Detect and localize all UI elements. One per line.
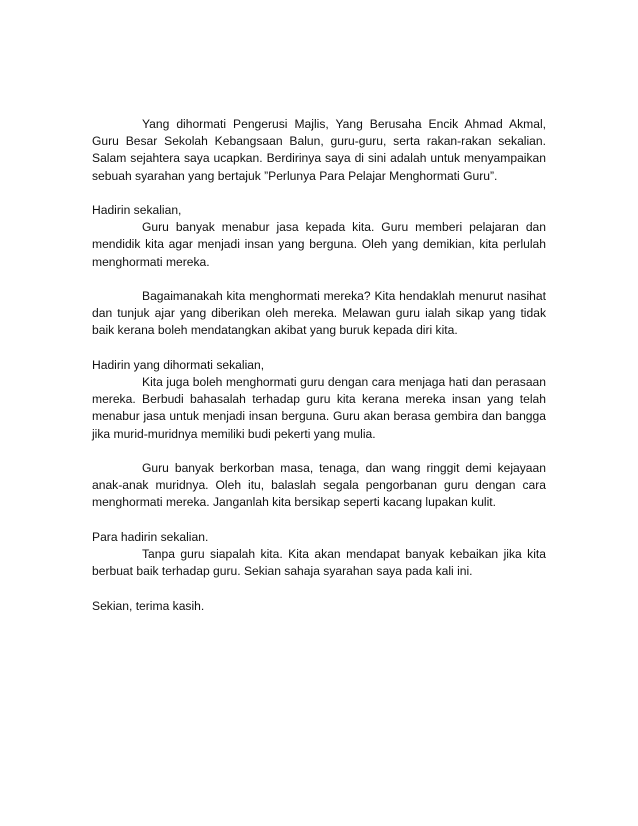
closing-line: Sekian, terima kasih. — [92, 598, 205, 613]
paragraph-6: Tanpa guru siapalah kita. Kita akan mendapat banyak kebaikan jika kita berbuat baik terhadap guru. Sekian sahaja syarahan saya pada kali ini. — [92, 547, 546, 579]
paragraph-3: Bagaimanakah kita menghormati mereka? Kita hendaklah menurut nasihat dan tunjuk ajar yang diberikan oleh mereka. Melawan guru ialah sikap yang tidak baik kerana boleh mendatangkan akibat yang buruk kepada diri kita. — [92, 289, 546, 338]
paragraph-2: Guru banyak menabur jasa kepada kita. Guru memberi pelajaran dan mendidik kita agar menjadi insan yang berguna. Oleh yang demikian, kita perlulah menghormati mereka. — [92, 220, 546, 269]
speech-text — [92, 116, 546, 615]
paragraph-spacer — [92, 580, 546, 597]
salutation-2: Hadirin yang dihormati sekalian, — [92, 357, 265, 372]
paragraph-spacer — [92, 271, 546, 288]
opening-paragraph: Yang dihormati Pengerusi Majlis, Yang Berusaha Encik Ahmad Akmal, Guru Besar Sekolah Kebangsaan Balun, guru-guru, serta rakan-rakan sekalian. Salam sejahtera saya ucapkan. Berdirinya saya di sini adalah untuk menyampaikan sebuah syarahan yang bertajuk ”Perlunya Para Pelajar Menghormati Guru”. — [92, 117, 546, 183]
paragraph-4: Kita juga boleh menghormati guru dengan cara menjaga hati dan perasaan mereka. Berbudi bahasalah terhadap guru kita kerana mereka insan yang telah menabur jasa untuk menjadi insan berguna. Guru akan berasa gembira dan bangga jika murid-muridnya memiliki budi pekerti yang mulia. — [92, 375, 546, 441]
paragraph-spacer — [92, 340, 546, 357]
paragraph-5: Guru banyak berkorban masa, tenaga, dan wang ringgit demi kejayaan anak-anak muridnya. Oleh itu, balaslah segala pengorbanan guru dengan cara menghormati mereka. Janganlah kita bersikap seperti kacang lupakan kulit. — [92, 461, 546, 510]
paragraph-spacer — [92, 185, 546, 202]
paragraph-spacer — [92, 512, 546, 529]
salutation-3: Para hadirin sekalian. — [92, 529, 209, 544]
salutation-1: Hadirin sekalian, — [92, 203, 182, 217]
paragraph-spacer — [92, 443, 546, 460]
